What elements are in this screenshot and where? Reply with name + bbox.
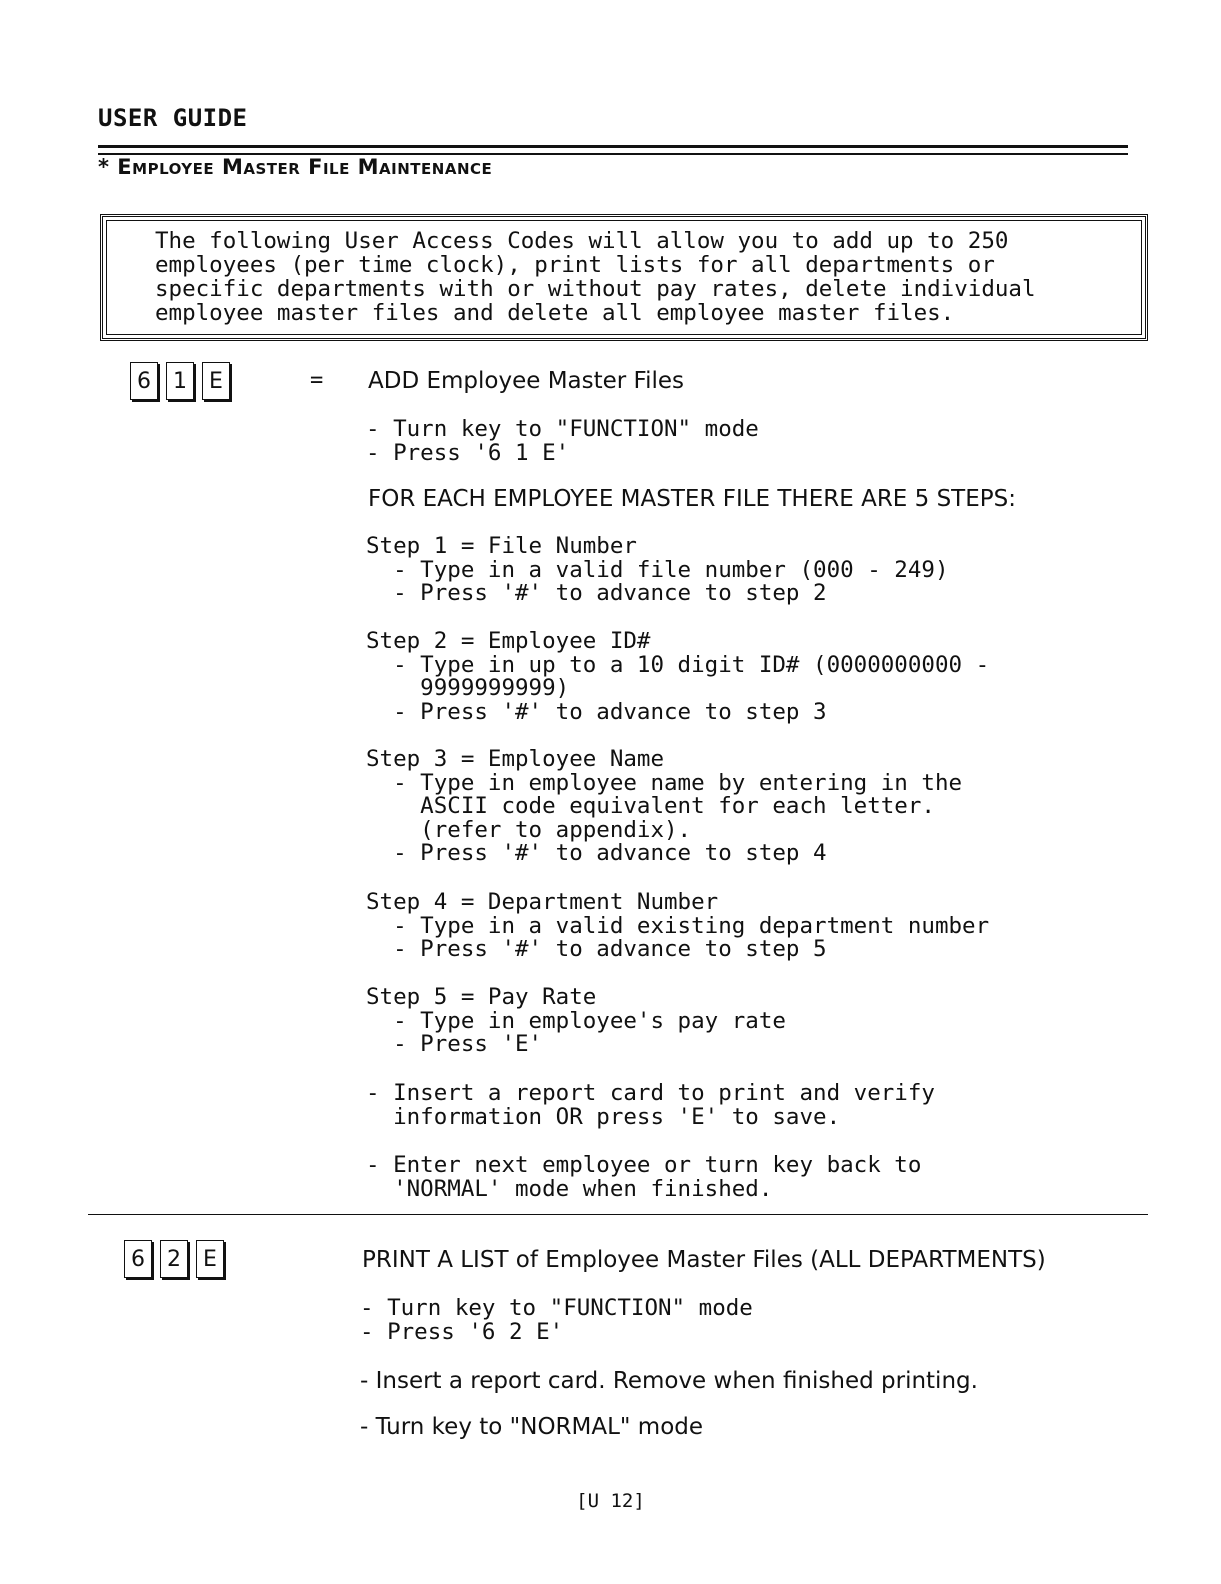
step-5: Step 5 = Pay Rate - Type in employee's pay rate - Press 'E'	[366, 984, 786, 1057]
step-2: Step 2 = Employee ID# - Type in up to a 10 digit ID# (0000000000 - 9999999999) - Press '#' to advance to step 3	[366, 628, 990, 725]
section-divider	[88, 1214, 1148, 1215]
print-insert-card: - Insert a report card. Remove when finished printing.	[360, 1368, 978, 1394]
key-6: 6	[130, 362, 158, 400]
step-4: Step 4 = Department Number - Type in a valid existing department number - Press '#' to advance to step 5	[366, 889, 990, 962]
print-turn-normal: - Turn key to "NORMAL" mode	[360, 1414, 704, 1440]
keys-62e	[124, 1240, 224, 1278]
add-title: ADD Employee Master Files	[368, 368, 685, 394]
add-next-employee: - Enter next employee or turn key back to 'NORMAL' mode when finished.	[366, 1152, 922, 1202]
equals-sign: =	[310, 368, 324, 393]
intro-box	[100, 214, 1148, 341]
section-bullet: *	[98, 155, 110, 179]
key-2: 2	[160, 1240, 188, 1278]
key-e: E	[196, 1240, 224, 1278]
section-title-text: Employee Master File Maintenance	[117, 155, 493, 179]
key-e: E	[202, 362, 230, 400]
keys-61e	[130, 362, 230, 400]
section-title	[98, 155, 492, 179]
key-1: 1	[166, 362, 194, 400]
print-turn-press: - Turn key to "FUNCTION" mode - Press '6 2 E'	[360, 1295, 753, 1345]
header-double-rule	[98, 145, 1128, 155]
page-header-title: USER GUIDE	[98, 104, 248, 132]
steps-heading: FOR EACH EMPLOYEE MASTER FILE THERE ARE 5 STEPS:	[368, 486, 1016, 512]
page-number: [U 12]	[576, 1490, 645, 1512]
key-6: 6	[124, 1240, 152, 1278]
add-turn-press: - Turn key to "FUNCTION" mode - Press '6 1 E'	[366, 416, 759, 466]
step-1: Step 1 = File Number - Type in a valid file number (000 - 249) - Press '#' to advance to step 2	[366, 533, 949, 606]
step-3: Step 3 = Employee Name - Type in employee name by entering in the ASCII code equivalent for each letter. (refer to appendix). - Press '#' to advance to step 4	[366, 746, 963, 866]
intro-text: The following User Access Codes will allow you to add up to 250 employees (per time clock), print lists for all departments or specific departments with or without pay rates, delete individual employee master files and delete all employee master files.	[155, 228, 1036, 326]
add-insert-card: - Insert a report card to print and verify information OR press 'E' to save.	[366, 1080, 935, 1130]
print-list-title: PRINT A LIST of Employee Master Files (ALL DEPARTMENTS)	[362, 1247, 1046, 1273]
